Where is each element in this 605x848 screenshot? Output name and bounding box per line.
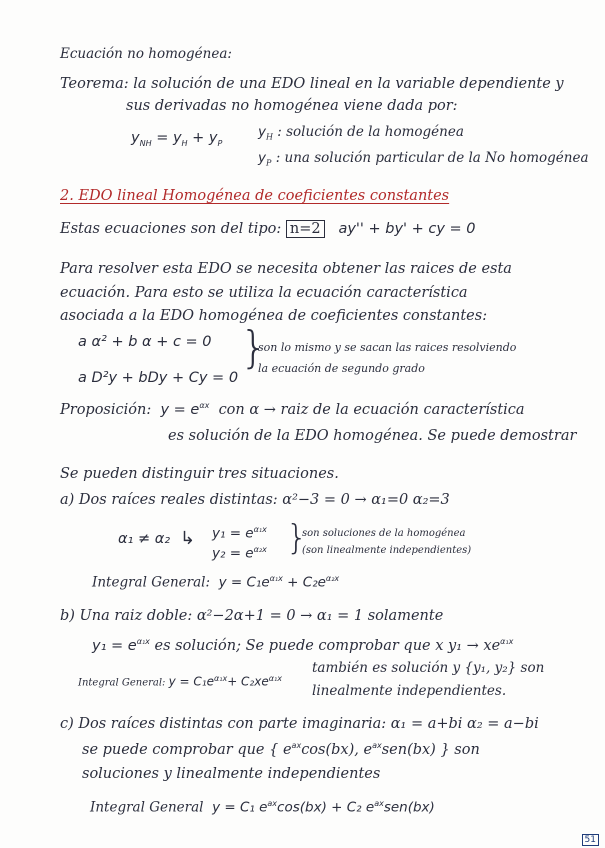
ode-form: ay'' + by' + cy = 0 — [338, 221, 476, 237]
case-b-general-integral: Integral General: $y = C_1e^{\alpha_1x}+ C_2xe^{\alpha_1x}$ — [78, 674, 282, 689]
theorem-line-1: Teorema: la solución de una EDO lineal en la variable dependiente y — [60, 76, 564, 92]
proposition-line-2: es solución de la EDO homogénea. Se puede demostrar — [168, 428, 577, 444]
case-b-line-4: linealmente independientes. — [312, 683, 507, 699]
case-b-title: b) Una raiz doble: α²−2α+1 = 0 → α₁ = 1 solamente — [60, 608, 444, 624]
case-c-line-3: soluciones y linealmente independientes — [82, 766, 381, 782]
yp-definition: $y_P$ : una solución particular de la No homogénea — [258, 150, 589, 168]
case-c-general-integral: Integral General y = C₁ $e^{ax}\cos(bx) + C_2$ $e^{ax}sen(bx)$ — [90, 799, 435, 816]
right-brace: } — [240, 322, 268, 373]
page-number: 51 — [582, 834, 599, 846]
theorem-line-2: sus derivadas no homogénea viene dada por: — [126, 98, 458, 114]
case-a-general-integral: Integral General: $y = C_1e^{\alpha_1x} + C_2e^{\alpha_2x}$ — [92, 574, 340, 591]
arrow-icon: ↳ — [180, 528, 196, 549]
case-c-line-2: se puede comprobar que { $e^{ax}\cos(bx)$, $e^{ax}sen(bx)$ } son — [82, 741, 480, 758]
general-solution-formula: $y_{NH} = y_H + y_P$ — [131, 130, 223, 148]
case-b-line-3: también es solución y {y₁, y₂} son — [312, 660, 545, 676]
heading-non-homogeneous: Ecuación no homogénea: — [60, 46, 232, 62]
case-a-note-2: (son linealmente independientes) — [302, 545, 472, 556]
paragraph-line-1: Para resolver esta EDO se necesita obtener las raices de esta — [60, 261, 512, 277]
order-box: n=2 — [286, 220, 325, 238]
paragraph-line-2: ecuación. Para esto se utiliza la ecuación característica — [60, 285, 468, 301]
yh-definition: $y_H$ : solución de la homogénea — [258, 124, 464, 142]
section-heading-2: 2. EDO lineal Homogénea de coeficientes constantes — [60, 188, 450, 204]
roots-distinct: α₁ ≠ α₂ — [118, 531, 171, 547]
case-a-title: a) Dos raíces reales distintas: α²−3 = 0 → α₁=0 α₂=3 — [60, 492, 450, 508]
case-c-title: c) Dos raíces distintas con parte imaginaria: α₁ = a+bi α₂ = a−bi — [60, 716, 539, 732]
case-b-line-2: $y_1 = e^{\alpha_1x}$ es solución; Se puede comprobar que x $y_1 \to xe^{\alpha_1x}$ — [92, 637, 514, 654]
case-a-note-1: son soluciones de la homogénea — [302, 528, 466, 539]
characteristic-equation: a α² + b α + c = 0 — [78, 334, 212, 350]
right-brace-a: } — [286, 518, 308, 558]
brace-note-1: son lo mismo y se sacan las raices resolviendo — [258, 341, 517, 354]
equation-type-line: Estas ecuaciones son del tipo: n=2 ay'' + by' + cy = 0 — [60, 221, 476, 237]
y2-exp: $y_2 = e^{\alpha_2x}$ — [212, 545, 267, 562]
y1-exp: $y_1 = e^{\alpha_1x}$ — [212, 525, 267, 542]
three-situations: Se pueden distinguir tres situaciones. — [60, 466, 339, 482]
proposition-line-1: Proposición: $y = e^{\alpha x}$ con α → raiz de la ecuación característica — [60, 401, 525, 418]
paragraph-line-3: asociada a la EDO homogénea de coeficientes constantes: — [60, 308, 488, 324]
brace-note-2: la ecuación de segundo grado — [258, 362, 425, 375]
operator-equation: a D²y + bDy + Cy = 0 — [78, 370, 239, 386]
